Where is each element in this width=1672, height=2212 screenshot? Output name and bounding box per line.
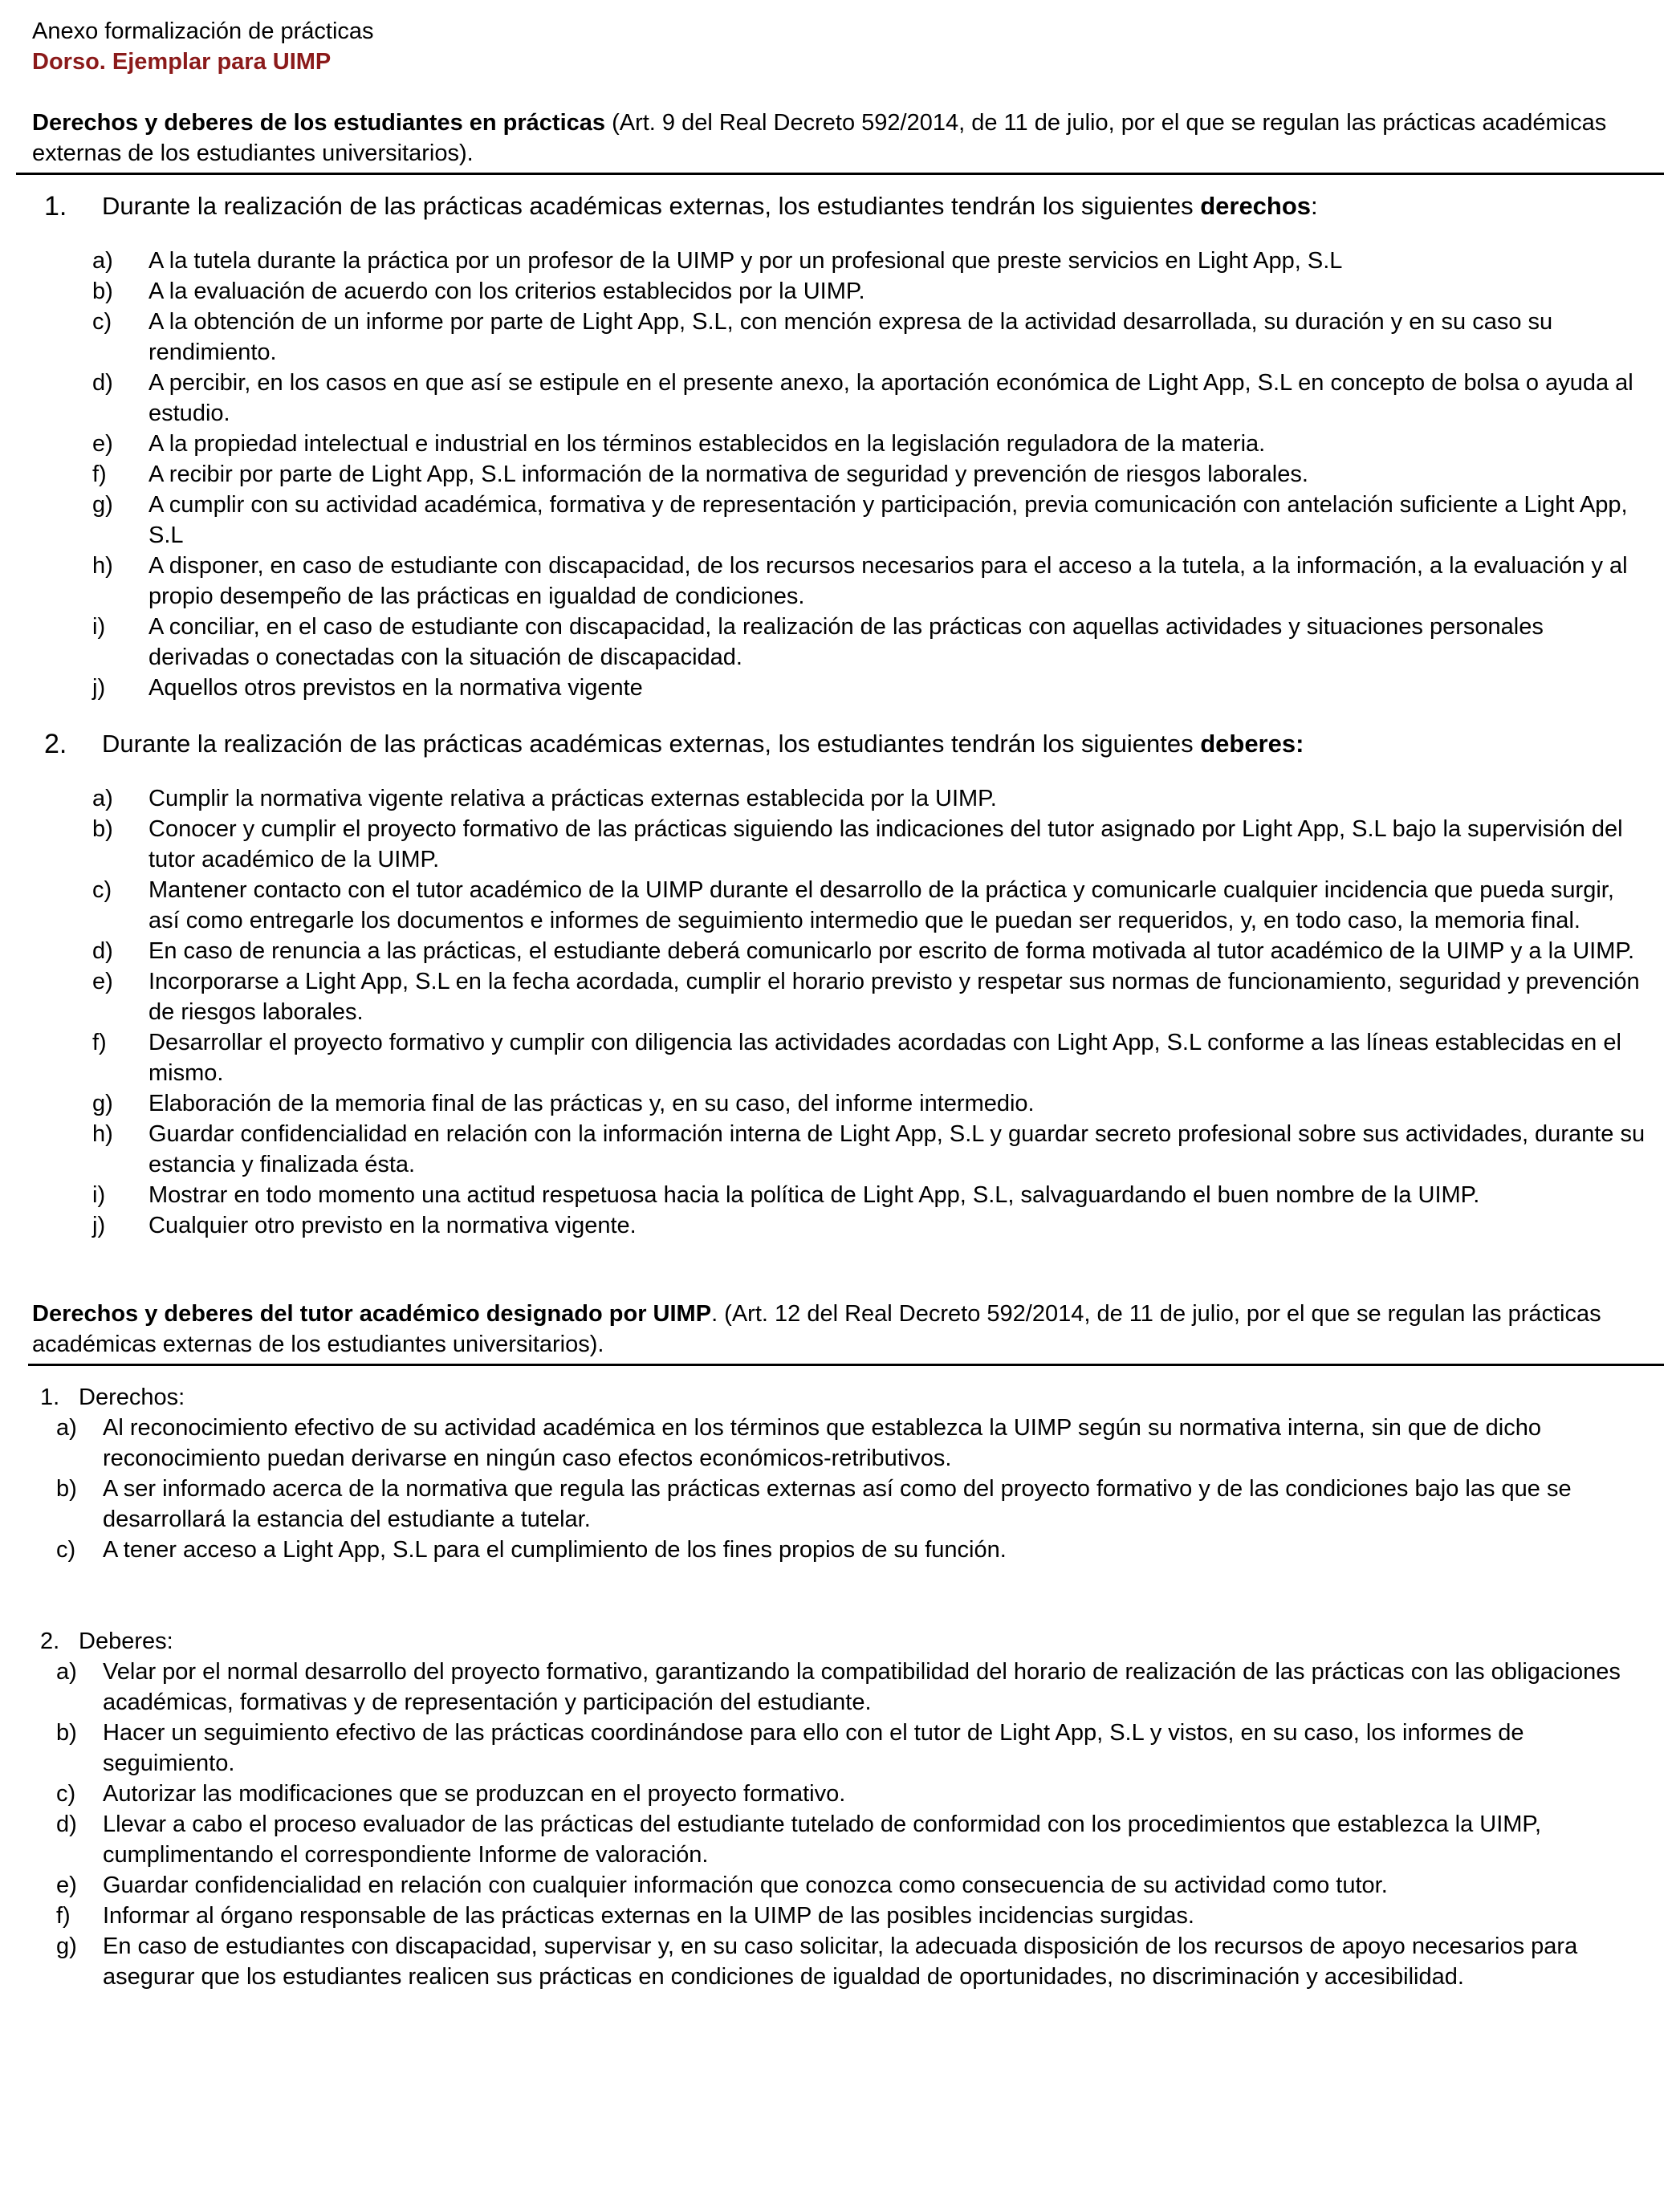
- list-item-letter: a): [56, 1659, 77, 1685]
- list-item: [92, 551, 1648, 612]
- list-item: [92, 459, 1648, 490]
- annex-subtitle: Dorso. Ejemplar para UIMP: [32, 49, 332, 75]
- list-item-text: A percibir, en los casos en que así se estipule en el presente anexo, la aportación económica de Light App, S.L en concepto de bolsa o ayuda al estudio.: [148, 370, 1633, 426]
- list-item-letter: b): [56, 1476, 77, 1502]
- tutor-rights-list: [32, 1413, 1648, 1565]
- list-item-text: A ser informado acerca de la normativa que regula las prácticas externas así como del proyecto formativo y de las condiciones bajo las que se desarrollará la estancia del estudiante a tutelar.: [103, 1476, 1572, 1532]
- list-item: [56, 1870, 1648, 1901]
- tutor-duties-list: [32, 1657, 1648, 1992]
- students-rights-list: [32, 246, 1648, 703]
- list-item: [92, 1088, 1648, 1119]
- list-item: [92, 490, 1648, 551]
- list-item-letter: g): [92, 492, 113, 518]
- list-item-letter: h): [92, 1121, 113, 1147]
- list-item-text: Al reconocimiento efectivo de su actividad académica en los términos que establezca la UIMP según su normativa interna, sin que de dicho reconocimiento puedan derivarse en ningún caso efectos económicos-retributivos.: [103, 1415, 1542, 1471]
- list-item-letter: e): [92, 969, 113, 994]
- students-duties-list: [32, 783, 1648, 1241]
- list-item-letter: i): [92, 1182, 106, 1208]
- students-heading: [32, 108, 1648, 169]
- students-duties-intro-text: Durante la realización de las prácticas académicas externas, los estudiantes tendrán los siguientes: [102, 730, 1201, 758]
- list-item-text: A la tutela durante la práctica por un profesor de la UIMP y por un profesional que preste servicios en Light App, S.L: [148, 248, 1343, 274]
- students-rights-tail: :: [1311, 192, 1318, 220]
- tutor-heading-bold: Derechos y deberes del tutor académico designado por UIMP: [32, 1301, 712, 1327]
- list-item: [92, 814, 1648, 875]
- students-rights-number: 1.: [44, 191, 67, 222]
- list-item-text: Hacer un seguimiento efectivo de las prácticas coordinándose para ello con el tutor de Light App, S.L y vistos, en su caso, los informes de seguimiento.: [103, 1720, 1524, 1776]
- list-item-text: Guardar confidencialidad en relación con la información interna de Light App, S.L y guardar secreto profesional sobre sus actividades, durante su estancia y finalizada ésta.: [148, 1121, 1646, 1177]
- list-item-letter: d): [56, 1811, 77, 1837]
- list-item-text: Elaboración de la memoria final de las prácticas y, en su caso, del informe intermedio.: [148, 1091, 1035, 1116]
- list-item: [56, 1809, 1648, 1870]
- list-item: [56, 1901, 1648, 1931]
- list-item-letter: c): [92, 877, 112, 903]
- list-item-letter: f): [56, 1903, 71, 1929]
- list-item: [92, 966, 1648, 1027]
- list-item-letter: f): [92, 462, 107, 487]
- list-item-letter: d): [92, 370, 113, 396]
- students-heading-rest: (Art. 9 del Real Decreto 592/2014, de 11 de julio, por el que se regulan las prácticas académicas externas de los estudiantes universitarios).: [32, 110, 1607, 166]
- list-item: [92, 307, 1648, 368]
- list-item-text: A recibir por parte de Light App, S.L información de la normativa de seguridad y prevención de riesgos laborales.: [148, 462, 1308, 487]
- students-rights-intro: [32, 191, 1648, 222]
- list-item-text: Aquellos otros previstos en la normativa vigente: [148, 675, 643, 701]
- list-item: [92, 368, 1648, 429]
- list-item: [92, 246, 1648, 276]
- list-item: [92, 1180, 1648, 1210]
- list-item-letter: a): [92, 786, 113, 811]
- list-item-text: A la obtención de un informe por parte de Light App, S.L, con mención expresa de la actividad desarrollada, su duración y en su caso su rendimiento.: [148, 309, 1553, 365]
- list-item-letter: b): [92, 816, 113, 842]
- list-item-text: Mostrar en todo momento una actitud respetuosa hacia la política de Light App, S.L, salvaguardando el buen nombre de la UIMP.: [148, 1182, 1480, 1208]
- list-item: [56, 1931, 1648, 1992]
- list-item-text: Autorizar las modificaciones que se produzcan en el proyecto formativo.: [103, 1781, 846, 1807]
- students-section: [32, 108, 1648, 1241]
- tutor-duties-label: Deberes:: [79, 1629, 173, 1654]
- list-item: [92, 673, 1648, 703]
- list-item-text: A conciliar, en el caso de estudiante con discapacidad, la realización de las prácticas con aquellas actividades y situaciones personales derivadas o conectadas con la situación de discapacidad.: [148, 614, 1544, 670]
- list-item-letter: c): [92, 309, 112, 335]
- list-item-letter: c): [56, 1537, 76, 1563]
- list-item-text: A cumplir con su actividad académica, formativa y de representación y participación, previa comunicación con antelación suficiente a Light App, S.L: [148, 492, 1628, 548]
- list-item-letter: j): [92, 675, 106, 701]
- list-item-letter: g): [56, 1933, 77, 1959]
- list-item: [92, 276, 1648, 307]
- tutor-duties-heading: [32, 1626, 1648, 1657]
- students-divider: [16, 173, 1664, 175]
- list-item: [92, 1210, 1648, 1241]
- list-item-letter: a): [56, 1415, 77, 1441]
- list-item: [56, 1474, 1648, 1535]
- list-item-text: Informar al órgano responsable de las prácticas externas en la UIMP de las posibles incidencias surgidas.: [103, 1903, 1194, 1929]
- tutor-rights-number: 1.: [40, 1385, 60, 1410]
- list-item-letter: h): [92, 553, 113, 579]
- list-item-text: Incorporarse a Light App, S.L en la fecha acordada, cumplir el horario previsto y respetar sus normas de funcionamiento, seguridad y prevención de riesgos laborales.: [148, 969, 1640, 1025]
- list-item-letter: e): [56, 1872, 77, 1898]
- list-item-text: Guardar confidencialidad en relación con cualquier información que conozca como consecuencia de su actividad como tutor.: [103, 1872, 1388, 1898]
- list-item-text: Conocer y cumplir el proyecto formativo de las prácticas siguiendo las indicaciones del tutor asignado por Light App, S.L bajo la supervisión del tutor académico de la UIMP.: [148, 816, 1623, 872]
- list-item-text: Cualquier otro previsto en la normativa vigente.: [148, 1213, 637, 1238]
- tutor-heading-rest: . (Art. 12 del Real Decreto 592/2014, de 11 de julio, por el que se regulan las prácticas académicas externas de los estudiantes universitarios).: [32, 1301, 1601, 1357]
- annex-title: Anexo formalización de prácticas: [32, 18, 374, 44]
- tutor-section: [32, 1299, 1648, 1992]
- list-item-text: Llevar a cabo el proceso evaluador de las prácticas del estudiante tutelado de conformidad con los procedimientos que establezca la UIMP, cumplimentando el correspondiente Informe de valoración.: [103, 1811, 1542, 1868]
- students-duties-intro: [32, 729, 1648, 759]
- list-item-letter: j): [92, 1213, 106, 1238]
- list-item: [92, 936, 1648, 966]
- list-item: [56, 1657, 1648, 1718]
- list-item: [56, 1413, 1648, 1474]
- list-item-text: En caso de renuncia a las prácticas, el estudiante deberá comunicarlo por escrito de forma motivada al tutor académico de la UIMP y a la UIMP.: [148, 938, 1635, 964]
- list-item-letter: f): [92, 1030, 107, 1055]
- students-heading-bold: Derechos y deberes de los estudiantes en prácticas: [32, 110, 606, 136]
- list-item-letter: e): [92, 431, 113, 457]
- list-item: [92, 875, 1648, 936]
- list-item-text: A la propiedad intelectual e industrial en los términos establecidos en la legislación reguladora de la materia.: [148, 431, 1266, 457]
- list-item-text: Cumplir la normativa vigente relativa a prácticas externas establecida por la UIMP.: [148, 786, 997, 811]
- students-rights-keyword: derechos: [1200, 192, 1312, 220]
- list-item-text: En caso de estudiantes con discapacidad, supervisar y, en su caso solicitar, la adecuada disposición de los recursos de apoyo necesarios para asegurar que los estudiantes realicen sus prácticas en condiciones de igualdad de oportunidades, no discriminación y accesibilidad.: [103, 1933, 1578, 1990]
- list-item: [92, 783, 1648, 814]
- tutor-divider: [28, 1364, 1664, 1366]
- list-item: [92, 612, 1648, 673]
- list-item: [56, 1535, 1648, 1565]
- list-item: [92, 429, 1648, 459]
- list-item-letter: i): [92, 614, 106, 640]
- tutor-rights-label: Derechos:: [79, 1385, 185, 1410]
- tutor-duties-number: 2.: [40, 1629, 60, 1654]
- list-item-letter: c): [56, 1781, 76, 1807]
- tutor-heading: [32, 1299, 1648, 1360]
- list-item-letter: d): [92, 938, 113, 964]
- list-item-text: Mantener contacto con el tutor académico de la UIMP durante el desarrollo de la práctica y comunicarle cualquier incidencia que pueda surgir, así como entregarle los documentos e informes de seguimiento intermedio que le puedan ser requeridos, y, en todo caso, la memoria final.: [148, 877, 1614, 933]
- list-item-text: Velar por el normal desarrollo del proyecto formativo, garantizando la compatibilidad del horario de realización de las prácticas con las obligaciones académicas, formativas y de representación y participación del estudiante.: [103, 1659, 1621, 1715]
- students-duties-number: 2.: [44, 729, 67, 759]
- list-item-text: Desarrollar el proyecto formativo y cumplir con diligencia las actividades acordadas con Light App, S.L conforme a las líneas establecidas en el mismo.: [148, 1030, 1621, 1086]
- list-item-text: A tener acceso a Light App, S.L para el cumplimiento de los fines propios de su función.: [103, 1537, 1007, 1563]
- list-item-letter: g): [92, 1091, 113, 1116]
- list-item-letter: b): [92, 279, 113, 304]
- list-item-letter: b): [56, 1720, 77, 1746]
- list-item: [92, 1119, 1648, 1180]
- list-item: [56, 1779, 1648, 1809]
- students-duties-keyword: deberes:: [1200, 730, 1304, 758]
- list-item-letter: a): [92, 248, 113, 274]
- list-item-text: A disponer, en caso de estudiante con discapacidad, de los recursos necesarios para el acceso a la tutela, a la información, a la evaluación y al propio desempeño de las prácticas en igualdad de condiciones.: [148, 553, 1628, 609]
- list-item: [56, 1718, 1648, 1779]
- list-item: [92, 1027, 1648, 1088]
- list-item-text: A la evaluación de acuerdo con los criterios establecidos por la UIMP.: [148, 279, 865, 304]
- tutor-rights-heading: [32, 1382, 1648, 1413]
- students-rights-intro-text: Durante la realización de las prácticas académicas externas, los estudiantes tendrán los siguientes: [102, 192, 1201, 220]
